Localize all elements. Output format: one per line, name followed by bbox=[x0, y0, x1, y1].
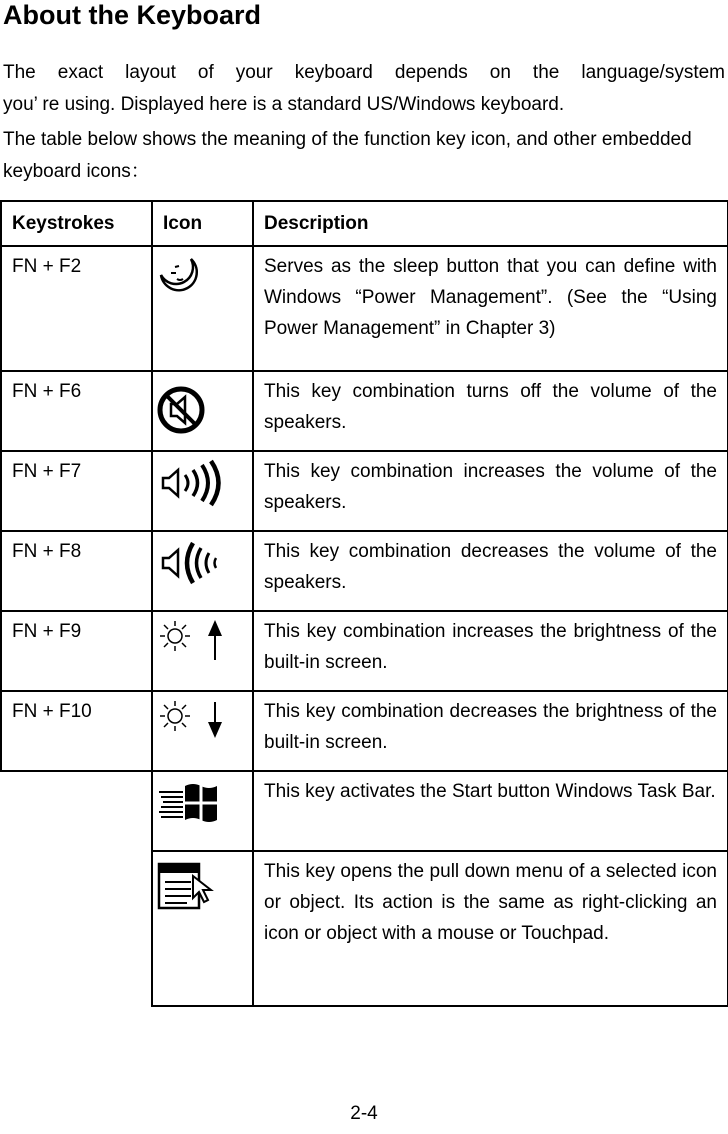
keystroke-cell bbox=[1, 771, 152, 851]
keystroke-cell bbox=[1, 851, 152, 1006]
keystroke-cell: FN + F8 bbox=[1, 531, 152, 611]
description-cell: Serves as the sleep button that you can define with Windows “Power Management”. (See the “Using Power Management” in Chapter 3) bbox=[253, 246, 728, 371]
intro-line-1b: you’ re using. Displayed here is a standard US/Windows keyboard. bbox=[3, 94, 565, 115]
table-row bbox=[1, 771, 728, 851]
intro-line-2: The table below shows the meaning of the function key icon, and other embedded keyboard icons： bbox=[3, 129, 692, 182]
volume-down-icon bbox=[153, 538, 253, 588]
table-row bbox=[1, 851, 728, 1006]
description-cell: This key combination turns off the volume of the speakers. bbox=[253, 371, 728, 451]
keystroke-cell: FN + F7 bbox=[1, 451, 152, 531]
table-row bbox=[1, 531, 728, 611]
description-cell: This key combination increases the volume of the speakers. bbox=[253, 451, 728, 531]
moon-sleep-icon bbox=[153, 253, 253, 293]
header-icon: Icon bbox=[152, 201, 253, 246]
icon-cell bbox=[152, 531, 253, 611]
description-cell: This key opens the pull down menu of a selected icon or object. Its action is the same as right-clicking an icon or object with a mouse or Touchpad. bbox=[253, 851, 728, 1006]
icon-cell bbox=[152, 691, 253, 771]
icon-cell bbox=[152, 451, 253, 531]
volume-up-icon bbox=[153, 458, 253, 508]
windows-key-icon bbox=[153, 778, 253, 828]
intro-line-1: The exact layout of your keyboard depends on the language/system bbox=[3, 62, 725, 83]
page-number: 2-4 bbox=[350, 1103, 378, 1124]
icon-cell bbox=[152, 771, 253, 851]
table-row bbox=[1, 371, 728, 451]
icon-cell bbox=[152, 371, 253, 451]
keystroke-cell: FN + F6 bbox=[1, 371, 152, 451]
brightness-up-icon bbox=[153, 618, 253, 664]
mute-icon bbox=[153, 378, 253, 438]
description-cell: This key activates the Start button Windows Task Bar. bbox=[253, 771, 728, 851]
table-row bbox=[1, 611, 728, 691]
menu-key-icon bbox=[153, 858, 253, 914]
table-row bbox=[1, 691, 728, 771]
brightness-down-icon bbox=[153, 698, 253, 744]
description-cell: This key combination increases the brightness of the built-in screen. bbox=[253, 611, 728, 691]
table-header-row bbox=[1, 201, 728, 246]
page-title: About the Keyboard bbox=[3, 0, 262, 30]
icon-cell bbox=[152, 246, 253, 371]
header-description: Description bbox=[253, 201, 728, 246]
table-row bbox=[1, 451, 728, 531]
description-cell: This key combination decreases the volume of the speakers. bbox=[253, 531, 728, 611]
keyboard-function-table bbox=[0, 200, 728, 1007]
description-cell: This key combination decreases the brightness of the built-in screen. bbox=[253, 691, 728, 771]
header-keystrokes: Keystrokes bbox=[1, 201, 152, 246]
icon-cell bbox=[152, 851, 253, 1006]
keystroke-cell: FN + F10 bbox=[1, 691, 152, 771]
keystroke-cell: FN + F2 bbox=[1, 246, 152, 371]
icon-cell bbox=[152, 611, 253, 691]
table-row bbox=[1, 246, 728, 371]
keystroke-cell: FN + F9 bbox=[1, 611, 152, 691]
